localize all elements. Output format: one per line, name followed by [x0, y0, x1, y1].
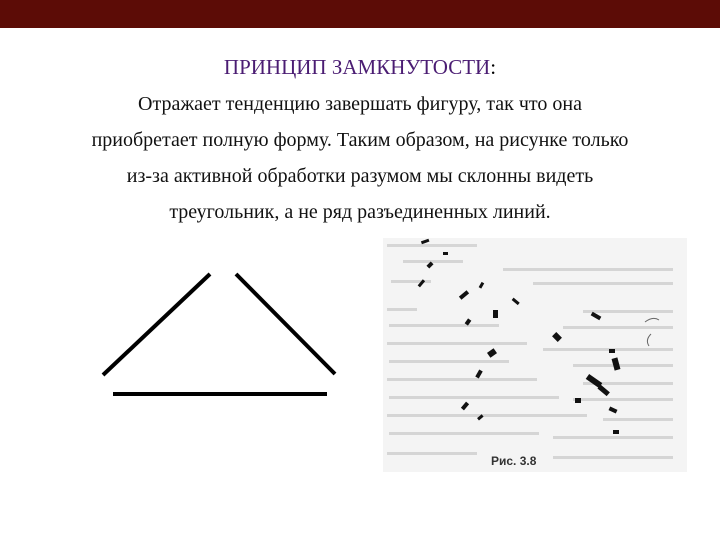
- scanned-figure: [383, 238, 687, 472]
- triangle-left-side: [103, 274, 210, 375]
- slide-heading: ПРИНЦИП ЗАМКНУТОСТИ: [223, 55, 491, 79]
- heading-line: [0, 52, 720, 82]
- body-text: [20, 86, 700, 230]
- body-line-2: приобретает полную форму. Таким образом, на рисунке только: [91, 129, 629, 151]
- heading-colon: :: [490, 55, 497, 79]
- triangle-right-side: [236, 274, 335, 374]
- figure-caption: Рис. 3.8: [491, 454, 537, 468]
- scanned-dot-pattern: [383, 238, 687, 472]
- top-color-band: [0, 0, 720, 28]
- open-triangle-illustration: [90, 262, 350, 412]
- body-line-1: Отражает тенденцию завершать фигуру, так что она: [138, 93, 582, 115]
- body-line-3: из-за активной обработки разумом мы склонны видеть: [126, 165, 594, 187]
- body-line-4: треугольник, а не ряд разъединенных линий.: [169, 201, 551, 223]
